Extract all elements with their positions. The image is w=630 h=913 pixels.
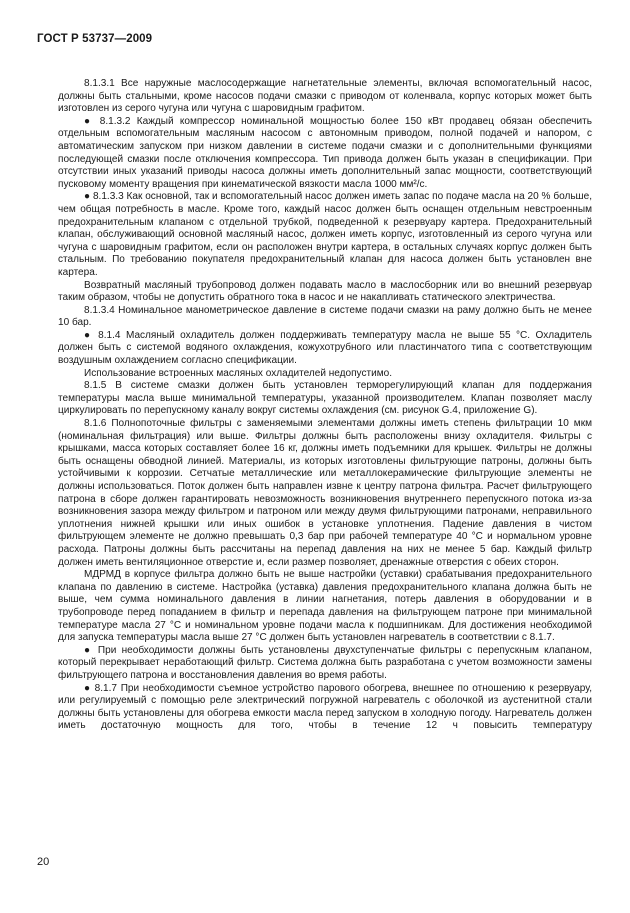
page-number: 20 [37, 856, 50, 868]
paragraph-8-1-3-1: 8.1.3.1 Все наружные маслосодержащие нагнетательные элементы, включая вспомогательный насос, должны быть стальными, кроме насосов подачи смазки с приводом от коленвала, корпус которых может быть изготовлен из серого чугуна или чугуна с шаровидным графитом. [58, 78, 592, 115]
standard-header: ГОСТ Р 53737—2009 [37, 33, 153, 45]
paragraph-8-1-3-3: ● 8.1.3.3 Как основной, так и вспомогательный насос должен иметь запас по подаче масла на 20 % больше, чем общая потребность в масле. Кроме того, каждый насос должен быть оснащен отдельным невстроенным предохранительным клапаном с отдельной трубкой, подведенной к резервуару картера. Предохранительный клапан, обслуживающий основной масляный насос, должен иметь корпус, изготовленный из серого чугуна или чугуна с шаровидным графитом, если он расположен внутри картера, в остальных случаях корпус должен быть стальным. По требованию покупателя предохранительный клапан для насоса должен быть установлен вне картера. [58, 191, 592, 278]
paragraph-8-1-3-2: ● 8.1.3.2 Каждый компрессор номинальной мощностью более 150 кВт продавец обязан обеспечить отдельным вспомогательным масляным насосом с автономным приводом, полной подачей и напором, с автоматическим запуском при низком давлении в системе подачи смазки и с дополнительными функциями последующей смазки после отключения компрессора. Тип привода должен быть указан в спецификации. При отсутствии иных указаний приводы насоса должны иметь дополнительный запас мощности, соответствующий пусковому моменту вращения при кинематической вязкости масла 1000 мм²/с. [58, 115, 592, 190]
document-body [58, 78, 592, 733]
paragraph-8-1-5: 8.1.5 В системе смазки должен быть установлен терморегулирующий клапан для поддержания температуры масла выше минимальной температуры, указанной производителем. Клапан позволяет маслу циркулировать по перепускному каналу вокруг системы охлаждения (см. рисунок G.4, приложение G). [58, 380, 592, 417]
paragraph-two-stage-filters: ● При необходимости должны быть установлены двухступенчатые фильтры с перепускным клапаном, который перекрывает неработающий фильтр. Система должна быть разработана с учетом возможности замены фильтрующего патрона и восстановления давления во время работы. [58, 644, 592, 681]
paragraph-mdrmd: МДРМД в корпусе фильтра должно быть не выше настройки (уставки) срабатывания предохранительного клапана по давлению в системе. Настройка (уставка) давления предохранительного клапана должна быть не выше, чем сумма номинального давления в линии нагнетания, потерь давления в оборудовании и в трубопроводе перед попаданием в фильтр и перепада давления на фильтрующем патроне при минимальной температуре масла 27 °С и номинальном уровне подачи масла к подшипникам. Для достижения необходимой для запуска температуры масла выше 27 °С должен быть установлен нагреватель в соответствии с 8.1.7. [58, 569, 592, 644]
paragraph-8-1-6: 8.1.6 Полнопоточные фильтры с заменяемыми элементами должны иметь степень фильтрации 10 мкм (номинальная фильтрация) или выше. Фильтры должны быть расположены внизу охладителя. Фильтры с крышками, масса которых составляет более 16 кг, должны иметь подъемники для крышек. Фильтры не должны быть оснащены обводной линией. Материалы, из которых изготовлены фильтрующие патроны, должны быть устойчивыми к коррозии. Сетчатые металлические или металлокерамические фильтрующие элементы не должны использоваться. Поток должен быть направлен извне к центру патрона фильтра. Расчет фильтрующего патрона в сборе должен гарантировать невозможность возникновения внутреннего перепускного потока из-за возникновения зазора между фильтром и патроном или между двумя фильтрующими патронами, неправильного уплотнения нижней крышки или иных ошибок в установке уплотнения. Падение давления в чистом фильтрующем элементе не должно превышать 0,3 бар при рабочей температуре 40 °С и нормальном уровне расхода. Патроны должны быть рассчитаны на перепад давления на них не менее 5 бар. Каждый фильтр должен иметь вентиляционное отверстие и, если размер позволяет, дренажные отверстия с обеих сторон. [58, 418, 592, 568]
paragraph-8-1-4: ● 8.1.4 Масляный охладитель должен поддерживать температуру масла не выше 55 °С. Охладитель должен быть с системой водяного охлаждения, кожухотрубного или пластинчатого типа с соответствующим воздушным охлаждением согласно спецификации. [58, 329, 592, 367]
paragraph-8-1-7: ● 8.1.7 При необходимости съемное устройство парового обогрева, внешнее по отношению к резервуару, или регулируемый с помощью реле электрический погружной нагреватель с оболочкой из аустенитной стали должны быть установлены для обогрева емкости масла перед запуском в холодную погоду. Нагреватель должен иметь достаточную мощность для того, чтобы в течение 12 ч повысить температуру [58, 682, 592, 732]
paragraph-return-oil-line: Возвратный масляный трубопровод должен подавать масло в маслосборник или во внешний резервуар таким образом, чтобы не допустить обратного тока в насос и не накапливать статического электричества. [58, 279, 592, 304]
paragraph-8-1-3-4: 8.1.3.4 Номинальное манометрическое давление в системе подачи смазки на раму должно быть не менее 10 бар. [58, 304, 592, 329]
paragraph-builtin-coolers: Использование встроенных масляных охладителей недопустимо. [84, 367, 392, 379]
